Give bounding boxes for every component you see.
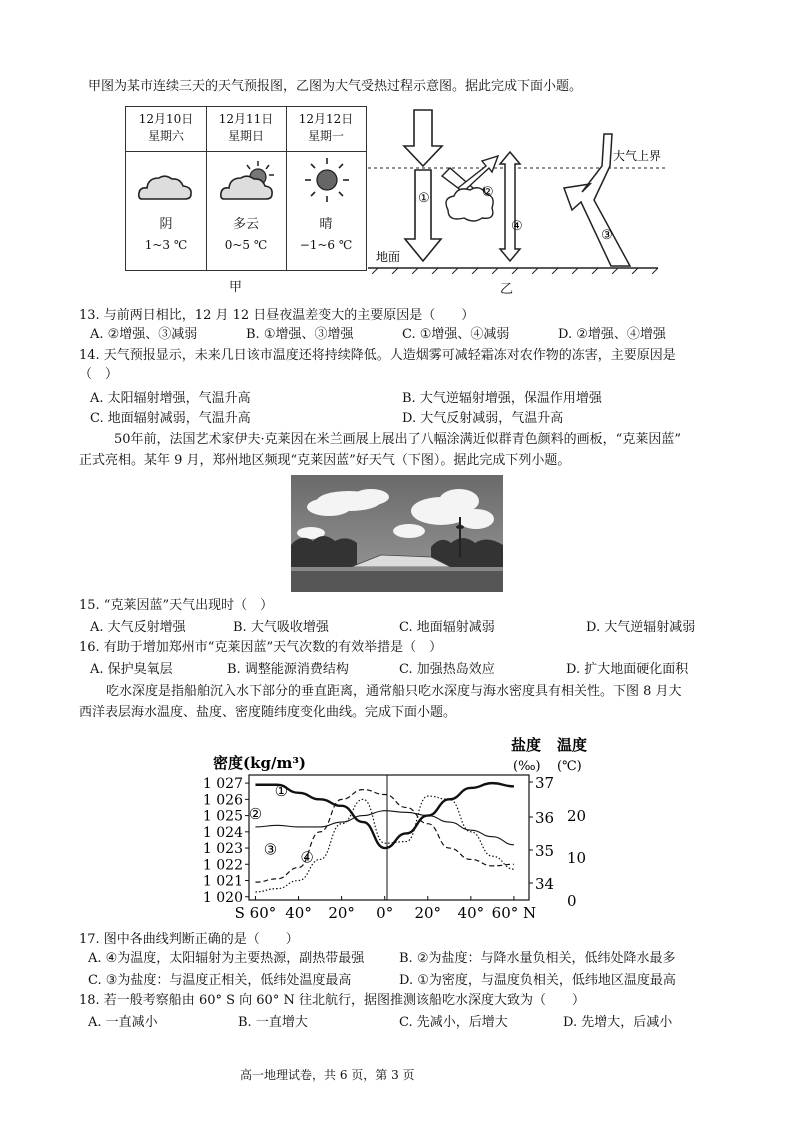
x-tick-label: 60° N	[491, 904, 537, 922]
label-ground: 地面	[376, 250, 401, 264]
salinity-tick-label: 35	[535, 842, 555, 860]
q14-option-a[interactable]: A. 太阳辐射增强，气温升高	[90, 391, 251, 406]
day2-weekday: 星期日	[227, 129, 264, 143]
salinity-axis-title: 盐度	[511, 736, 542, 754]
intro-paragraph-3-line1: 吃水深度是指船舶沉入水下部分的垂直距离，通常船只吃水深度与海水密度具有相关性。下图 8 月大	[106, 684, 682, 699]
density-tick-label: 1 025	[202, 808, 243, 825]
day1-temp: 1~3 ℃	[144, 238, 188, 252]
figure-label-yi: 乙	[500, 282, 514, 297]
salinity-tick-label: 34	[535, 875, 555, 893]
q18-option-c[interactable]: C. 先减小，后增大	[399, 1015, 508, 1030]
q18-option-a[interactable]: A. 一直减小	[88, 1015, 158, 1030]
q14-option-b[interactable]: B. 大气逆辐射增强，保温作用增强	[402, 391, 602, 406]
weather-forecast-table	[125, 106, 367, 271]
temperature-axis-title: 温度	[557, 736, 588, 754]
day1-condition: 阴	[159, 217, 173, 232]
q13-option-d[interactable]: D. ②增强、④增强	[558, 327, 666, 342]
solar-radiation-arrow	[404, 110, 442, 166]
q14-option-d[interactable]: D. 大气反射减弱，气温升高	[402, 411, 564, 426]
day2-condition: 多云	[232, 217, 259, 232]
series-line-2	[255, 811, 513, 845]
arrow-1	[405, 170, 441, 261]
series-label-3: ③	[263, 840, 278, 859]
q13-option-b[interactable]: B. ①增强、③增强	[246, 327, 354, 342]
series-label-2: ②	[248, 804, 263, 823]
partly-cloudy-icon	[218, 159, 278, 205]
intro-paragraph-2-line2: 正式亮相。某年 9 月，郑州地区频现“克莱因蓝”好天气（下图）。据此完成下列小题。	[79, 453, 571, 468]
temperature-tick-label: 20	[567, 807, 587, 825]
q18-option-d[interactable]: D. 先增大，后减小	[563, 1015, 673, 1030]
density-tick-label: 1 023	[202, 841, 243, 858]
figure-label-jia: 甲	[229, 280, 243, 295]
x-tick-label: S 60°	[234, 904, 277, 922]
day2-date: 12月11日	[218, 112, 274, 126]
x-tick-label: 20°	[328, 904, 355, 922]
sun-icon	[304, 157, 350, 203]
label-n1: ①	[418, 191, 430, 206]
day3-date: 12月12日	[298, 112, 354, 126]
q17-option-d[interactable]: D. ①为密度，与温度负相关，低纬地区温度最高	[399, 973, 676, 988]
q15-option-b[interactable]: B. 大气吸收增强	[233, 620, 329, 635]
q13-option-c[interactable]: C. ①增强、④减弱	[402, 327, 510, 342]
label-n2: ②	[482, 185, 494, 200]
q16-option-c[interactable]: C. 加强热岛效应	[399, 662, 495, 677]
q18-stem: 18. 若一般考察船由 60° S 向 60° N 往北航行，据图推测该船吃水深度大致为（ ）	[79, 993, 585, 1008]
q18-option-b[interactable]: B. 一直增大	[238, 1015, 308, 1030]
day1-weekday: 星期六	[147, 129, 184, 143]
density-tick-label: 1 024	[202, 824, 243, 841]
day3-temp: −1~6 ℃	[299, 238, 353, 252]
ocean-surface-chart	[195, 730, 605, 925]
salinity-axis-unit: (‰)	[513, 759, 541, 774]
q15-option-d[interactable]: D. 大气逆辐射减弱	[586, 620, 696, 635]
label-n3: ③	[601, 228, 613, 243]
cloud-icon	[136, 165, 196, 205]
series-label-4: ④	[300, 848, 314, 867]
q15-option-c[interactable]: C. 地面辐射减弱	[399, 620, 495, 635]
temperature-tick-label: 0	[567, 892, 577, 910]
day3-weekday: 星期一	[307, 129, 344, 143]
label-n4: ④	[511, 219, 523, 234]
density-tick-label: 1 020	[202, 889, 243, 906]
day2-temp: 0~5 ℃	[224, 238, 268, 252]
salinity-tick-label: 36	[535, 809, 555, 827]
label-atmos-top: 大气上界	[613, 149, 662, 163]
salinity-tick-label: 37	[535, 774, 555, 792]
density-tick-label: 1 022	[202, 857, 243, 874]
temperature-axis-unit: (℃)	[557, 759, 582, 774]
atmospheric-heating-diagram	[368, 104, 668, 274]
x-tick-label: 0°	[376, 904, 394, 922]
q16-option-a[interactable]: A. 保护臭氧层	[90, 662, 173, 677]
x-tick-label: 20°	[414, 904, 442, 922]
q15-option-a[interactable]: A. 大气反射增强	[90, 620, 186, 635]
x-tick-label: 40°	[285, 904, 312, 922]
density-axis-title: 密度(kg/m³)	[213, 754, 306, 772]
page-footer: 高一地理试卷，共 6 页，第 3 页	[240, 1068, 415, 1082]
x-tick-label: 40°	[457, 904, 485, 922]
q16-option-b[interactable]: B. 调整能源消费结构	[227, 662, 349, 677]
density-tick-label: 1 026	[202, 792, 243, 809]
intro-paragraph-1: 甲图为某市连续三天的天气预报图，乙图为大气受热过程示意图。据此完成下面小题。	[88, 79, 583, 94]
series-line-3	[255, 790, 513, 883]
q13-stem: 13. 与前两日相比，12 月 12 日昼夜温差变大的主要原因是（ ）	[79, 308, 475, 323]
klein-blue-sky-photo	[291, 475, 503, 592]
density-tick-label: 1 027	[202, 776, 243, 793]
series-line-1	[255, 783, 513, 848]
q17-option-a[interactable]: A. ④为温度，太阳辐射为主要热源，副热带最强	[88, 951, 365, 966]
q15-stem: 15. “克莱因蓝”天气出现时（ ）	[79, 598, 274, 613]
density-tick-label: 1 021	[202, 873, 243, 890]
q14-option-c[interactable]: C. 地面辐射减弱，气温升高	[90, 411, 251, 426]
intro-paragraph-3-line2: 西洋表层海水温度、盐度、密度随纬度变化曲线。完成下面小题。	[79, 705, 457, 720]
q17-option-b[interactable]: B. ②为盐度：与降水量负相关，低纬处降水最多	[399, 951, 676, 966]
chart-frame	[249, 775, 529, 900]
series-label-1: ①	[274, 782, 289, 801]
q14-stem: 14. 天气预报显示，未来几日该市温度还将持续降低。人造烟雾可减轻霜冻对农作物的冻害，主要原因是	[79, 348, 676, 363]
intro-paragraph-2-line1: 50年前，法国艺术家伊夫·克莱因在米兰画展上展出了八幅涂满近似群青色颜料的画板，“克莱因蓝”	[114, 432, 681, 447]
q16-stem: 16. 有助于增加郑州市“克莱因蓝”天气次数的有效举措是（ ）	[79, 640, 443, 655]
q17-option-c[interactable]: C. ③为盐度：与温度正相关，低纬处温度最高	[88, 973, 352, 988]
day1-date: 12月10日	[138, 112, 194, 126]
q14-stem-paren: （ ）	[79, 367, 119, 382]
q13-option-a[interactable]: A. ②增强、③减弱	[90, 327, 198, 342]
day3-condition: 晴	[319, 217, 333, 232]
q16-option-d[interactable]: D. 扩大地面硬化面积	[566, 662, 689, 677]
q17-stem: 17. 图中各曲线判断正确的是（ ）	[79, 932, 299, 947]
temperature-tick-label: 10	[567, 849, 587, 867]
